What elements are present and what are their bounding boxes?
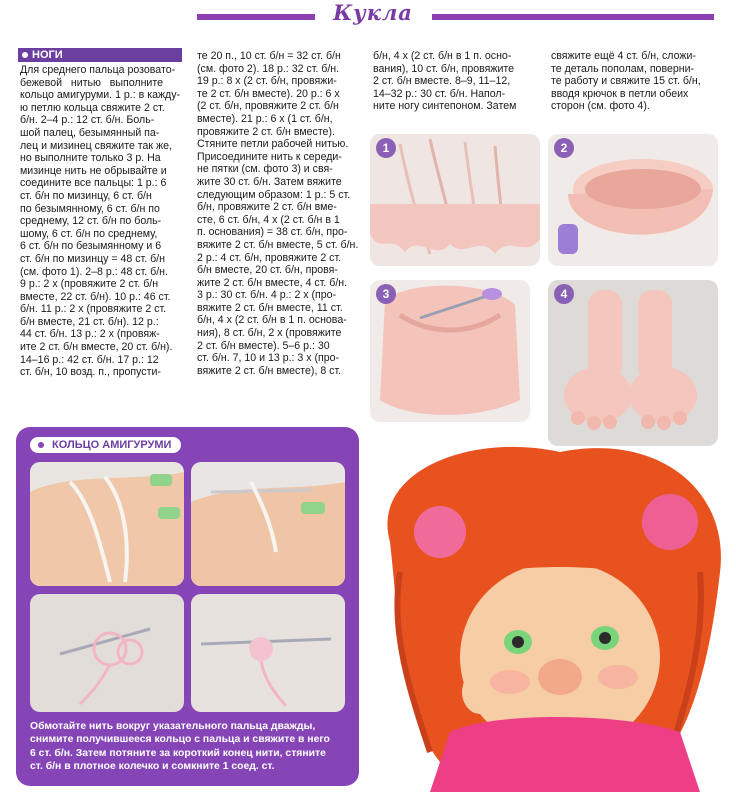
- column-1-line: 9 р.: 2 х (провяжите 2 ст. б/н: [20, 278, 159, 291]
- photo-2-heel: [548, 134, 718, 266]
- column-1-line: бежевой нитью выполните: [20, 76, 163, 89]
- amigurumi-photo-2-illustration: [191, 462, 345, 586]
- column-4-line: свяжите ещё 4 ст. б/н, сложи-: [551, 50, 696, 62]
- text-column-2: [197, 50, 358, 377]
- amigurumi-photo-1: [30, 462, 184, 586]
- column-3-line: б/н, 4 х (2 ст. б/н в 1 п. осно-: [373, 50, 512, 62]
- column-1-line: Для среднего пальца розовато-: [20, 64, 176, 76]
- photo-3-number: 3: [376, 284, 396, 304]
- column-4-line: те работу и свяжите 15 ст. б/н,: [551, 75, 701, 88]
- column-3-line: ните ногу синтепоном. Затем: [373, 100, 517, 113]
- photo-2-number: 2: [554, 138, 574, 158]
- photo-3-illustration: [370, 280, 530, 422]
- photo-1-illustration: [370, 134, 540, 266]
- amigurumi-title: КОЛЬЦО АМИГУРУМИ: [30, 437, 181, 453]
- photo-4-number: 4: [554, 284, 574, 304]
- column-1-line: ст. б/н, 10 возд. п., пропусти-: [20, 366, 161, 379]
- amigurumi-photo-3: [30, 594, 184, 712]
- column-2-line: провяжите 2 ст. б/н вместе).: [197, 125, 335, 138]
- column-1-line: б/н. 2–4 р.: 12 ст. б/н. Боль-: [20, 114, 155, 127]
- column-2-line: 2 р.: 4 ст. б/н, провяжите 2 ст.: [197, 251, 342, 264]
- column-1-line: 6 ст. б/н по безымянному и 6: [20, 240, 162, 253]
- amigurumi-caption-line: ст. б/н в плотное колечко и сомкните 1 соед. ст.: [30, 761, 275, 773]
- column-2-line: вяжите 2 ст. б/н вместе), 8 ст.: [197, 364, 342, 377]
- column-1-line: шой палец, безымянный па-: [20, 126, 160, 139]
- column-2-line: Присоедините нить к середи-: [197, 150, 342, 163]
- amigurumi-photo-4: [191, 594, 345, 712]
- column-2-line: 3 р.: 30 ст. б/н. 4 р.: 2 х (про-: [197, 289, 337, 302]
- column-2-line: б/н вместе, 20 ст. б/н, провя-: [197, 264, 338, 277]
- column-1-line: среднему, 12 ст. б/н по боль-: [20, 215, 162, 228]
- column-1-line: лец и мизинец свяжите так же,: [20, 139, 172, 152]
- section-tag-legs: НОГИ: [18, 48, 182, 62]
- doll-photo: [360, 432, 736, 792]
- amigurumi-photo-3-illustration: [30, 594, 184, 712]
- amigurumi-caption-line: 6 ст. б/н. Затем потяните за короткий конец нити, стяните: [30, 747, 326, 759]
- column-4-line: вводя крючок в петли обеих: [551, 87, 689, 100]
- column-2-line: б/н, 4 х (2 ст. б/н в 1 п. основа-: [197, 314, 347, 327]
- amigurumi-photo-1-illustration: [30, 462, 184, 586]
- photo-2-illustration: [548, 134, 718, 266]
- photo-3-foot: [370, 280, 530, 422]
- column-1-line: мизинце нить не обрывайте и: [20, 164, 167, 177]
- column-3-line: 14–32 р.: 30 ст. б/н. Напол-: [373, 87, 506, 100]
- column-2-line: вместе). 21 р.: 6 х (1 ст. б/н,: [197, 112, 333, 125]
- column-2-line: п. основания) = 38 ст. б/н, про-: [197, 226, 348, 239]
- column-2-line: не пятки (см. фото 3) и свя-: [197, 163, 333, 176]
- amigurumi-caption-line: снимите получившееся кольцо с пальца и свяжите в него: [30, 734, 330, 746]
- photo-4-illustration: [548, 280, 718, 446]
- column-1-line: ст. б/н по мизинцу = 48 ст. б/н: [20, 252, 165, 265]
- column-2-line: 2 ст. б/н вместе). 5–6 р.: 30: [197, 339, 330, 352]
- header-rule-right: [432, 14, 714, 20]
- column-1-line: 44 ст. б/н. 13 р.: 2 х (провяж-: [20, 328, 160, 341]
- column-2-line: вяжите 2 ст. б/н вместе, 5 ст. б/н.: [197, 238, 359, 251]
- amigurumi-photo-4-illustration: [191, 594, 345, 712]
- column-1-line: кольцо амигуруми. 1 р.: в кажду-: [20, 89, 181, 102]
- column-2-line: 19 р.: 8 х (2 ст. б/н, провяжи-: [197, 75, 337, 88]
- column-2-line: б/н, провяжите 2 ст. б/н вме-: [197, 201, 337, 214]
- column-3-line: 2 ст. б/н вместе. 8–9, 11–12,: [373, 75, 511, 88]
- photo-4-legs: [548, 280, 718, 446]
- column-1-line: б/н вместе, 21 ст. б/н). 12 р.:: [20, 315, 159, 328]
- column-2-line: следующим образом: 1 р.: 5 ст.: [197, 188, 351, 201]
- amigurumi-caption: [30, 720, 350, 774]
- column-1-line: по безымянному, 6 ст. б/н по: [20, 202, 160, 215]
- column-1-line: вместе, 22 ст. б/н). 10 р.: 46 ст.: [20, 290, 171, 303]
- column-2-line: вяжите 2 ст. б/н вместе, 11 ст.: [197, 301, 343, 314]
- column-1-line: б/н. 11 р.: 2 х (провяжите 2 ст.: [20, 303, 167, 316]
- doll-illustration: [360, 432, 736, 792]
- column-2-line: те 20 п., 10 ст. б/н = 32 ст. б/н: [197, 50, 341, 62]
- column-1-line: (см. фото 1). 2–8 р.: 48 ст. б/н.: [20, 265, 168, 278]
- column-1-line: соедините все пальцы: 1 р.: 6: [20, 177, 167, 190]
- column-2-line: те 2 ст. б/н вместе). 20 р.: 6 х: [197, 87, 340, 100]
- column-2-line: ст. б/н. 7, 10 и 13 р.: 3 х (про-: [197, 352, 340, 365]
- column-1-line: ите 2 ст. б/н вместе, 20 ст. б/н).: [20, 341, 173, 354]
- column-3-line: вания), 10 ст. б/н, провяжите: [373, 62, 515, 75]
- column-2-line: Стяните петли рабочей нитью.: [197, 138, 349, 151]
- amigurumi-photo-2: [191, 462, 345, 586]
- column-2-line: жите 30 ст. б/н. Затем вяжите: [197, 175, 342, 188]
- photo-1-toes: [370, 134, 540, 266]
- header-rule-left: [197, 14, 315, 20]
- column-2-line: ния), 8 ст. б/н, 2 х (провяжите: [197, 327, 342, 340]
- column-2-line: сте, 6 ст. б/н, 4 х (2 ст. б/н в 1: [197, 213, 340, 226]
- column-1-line: ю петлю кольца свяжите 2 ст.: [20, 101, 165, 114]
- column-1-line: шому, 6 ст. б/н по среднему,: [20, 227, 158, 240]
- column-1-line: 14–16 р.: 42 ст. б/н. 17 р.: 12: [20, 353, 159, 366]
- page-title: Кукла: [333, 0, 413, 25]
- column-1-line: ст. б/н по мизинцу, 6 ст. б/н: [20, 189, 152, 202]
- column-2-line: (2 ст. б/н, провяжите 2 ст. б/н: [197, 100, 339, 113]
- text-column-4: [551, 50, 701, 113]
- column-2-line: жите 2 ст. б/н вместе, 4 ст. б/н.: [197, 276, 348, 289]
- column-4-line: те деталь пополам, поверни-: [551, 62, 695, 75]
- photo-1-number: 1: [376, 138, 396, 158]
- column-1-line: но выполните только 3 р. На: [20, 152, 161, 165]
- text-column-1: [20, 64, 180, 379]
- column-2-line: (см. фото 2). 18 р.: 32 ст. б/н.: [197, 62, 340, 75]
- text-column-3: [373, 50, 516, 113]
- amigurumi-caption-line: Обмотайте нить вокруг указательного пальца дважды,: [30, 721, 316, 732]
- column-4-line: сторон (см. фото 4).: [551, 100, 650, 113]
